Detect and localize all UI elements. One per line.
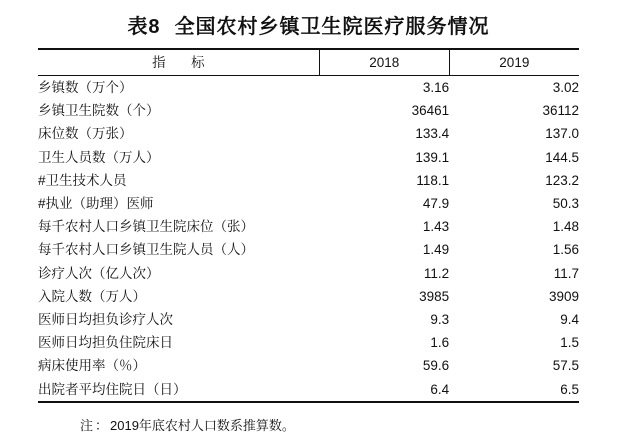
table-row [38,378,579,402]
row-value-2018: 133.4 [415,126,450,142]
row-value-2018: 139.1 [415,149,450,165]
table-body [38,76,579,402]
row-value-2018: 1.49 [422,242,450,258]
row-value-2019: 57.5 [552,358,579,374]
row-value-2018: 11.2 [423,265,450,281]
table-row [38,262,579,285]
row-value-2019: 137.0 [545,126,579,142]
table-row [38,122,579,145]
table-row [38,331,579,354]
row-value-2018: 9.3 [430,312,450,328]
table-number: 表8 [127,16,161,38]
row-label: 每千农村人口乡镇卫生院人员（人） [38,242,254,258]
row-value-2018: 47.9 [422,196,450,212]
row-label: 出院者平均住院日（日） [38,381,187,397]
row-label: 乡镇数（万个） [38,80,133,95]
table-row [38,192,579,215]
row-value-2019: 6.5 [560,381,579,397]
row-value-2018: 36461 [411,103,450,119]
note-text: 2019年底农村人口数系推算数。 [110,417,295,433]
column-header-2018: 2018 [319,49,449,76]
row-value-2018: 59.6 [422,358,450,374]
row-label: 床位数（万张） [38,126,133,142]
column-header-2019: 2019 [449,49,579,76]
row-label: 卫生人员数（万人） [38,149,160,165]
row-label: 医师日均担负诊疗人次 [38,312,173,328]
column-header-indicator: 指 标 [152,55,211,70]
statistics-table [38,48,579,403]
row-value-2019: 1.48 [552,219,579,235]
row-label: #执业（助理）医师 [38,196,154,212]
row-value-2019: 3909 [548,288,579,304]
table-row [38,354,579,377]
row-value-2019: 1.5 [560,335,579,351]
row-value-2018: 3.16 [422,80,450,95]
table-header-row [38,49,579,76]
note-label: 注： [80,417,111,433]
table-row [38,285,579,308]
row-value-2018: 6.4 [430,381,450,397]
row-value-2019: 1.56 [552,242,579,258]
table-row [38,238,579,261]
table-header [38,49,579,76]
row-value-2019: 9.4 [560,312,579,328]
row-value-2018: 118.1 [416,172,450,188]
row-value-2019: 36112 [542,103,579,119]
table-row [38,169,579,192]
table-row [38,99,579,122]
row-value-2019: 50.3 [552,196,579,212]
table-title-text: 全国农村乡镇卫生院医疗服务情况 [174,16,490,38]
row-label: 入院人数（万人） [38,288,146,304]
table-row [38,308,579,331]
row-label: 每千农村人口乡镇卫生院床位（张） [38,219,254,235]
row-value-2019: 11.7 [553,265,579,281]
table-row [38,146,579,169]
row-label: 乡镇卫生院数（个） [38,103,160,119]
row-value-2018: 1.6 [430,335,450,351]
row-label: 病床使用率（％） [38,358,146,374]
row-value-2019: 144.5 [545,149,579,165]
row-value-2018: 1.43 [422,219,450,235]
table-row [38,215,579,238]
row-value-2019: 3.02 [552,80,579,95]
row-label: 医师日均担负住院床日 [38,335,173,351]
row-value-2019: 123.2 [545,172,579,188]
row-label: 诊疗人次（亿人次） [38,265,160,281]
page-title [38,0,579,48]
row-label: #卫生技术人员 [38,172,127,188]
row-value-2018: 3985 [419,288,450,304]
table-row [38,76,579,100]
table-note [38,415,579,434]
